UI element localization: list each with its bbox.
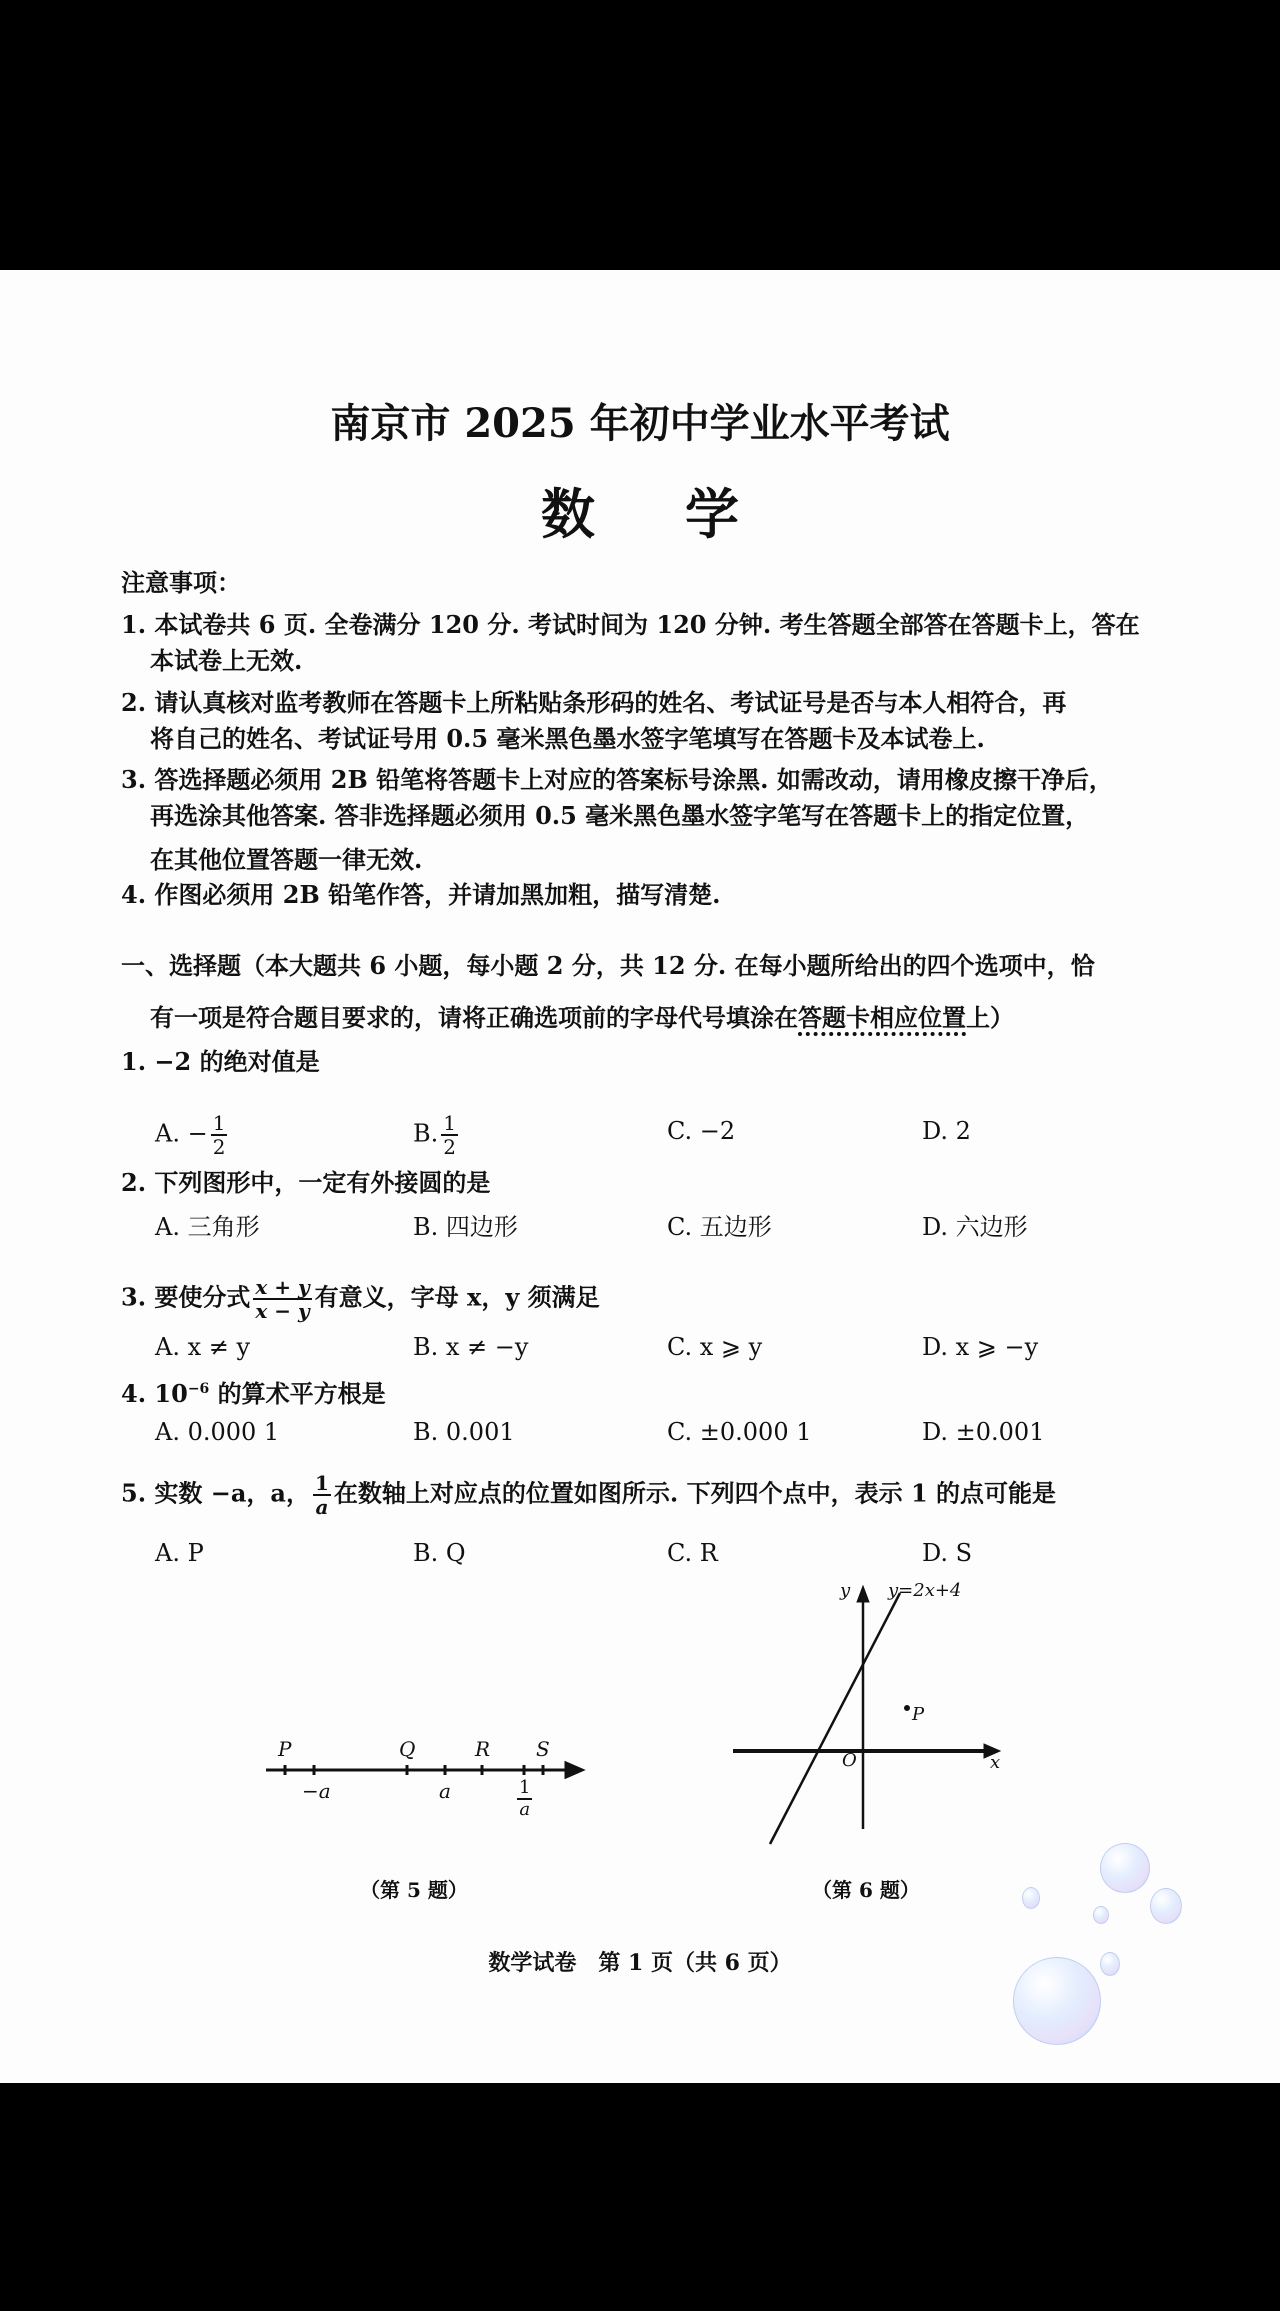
bubble-decoration bbox=[1150, 1888, 1182, 1924]
q4-option-c[interactable]: C. ±0.000 1 bbox=[667, 1418, 812, 1446]
q2-option-b[interactable]: B. 四边形 bbox=[413, 1213, 518, 1241]
q4-option-b[interactable]: B. 0.001 bbox=[413, 1418, 515, 1446]
denominator: a bbox=[315, 1495, 329, 1519]
section-text-end: 上） bbox=[966, 1003, 1014, 1032]
denominator: 2 bbox=[443, 1135, 456, 1159]
question-1-stem: 1. −2 的绝对值是 bbox=[121, 1047, 320, 1076]
exponent: −6 bbox=[187, 1381, 210, 1397]
point-p bbox=[905, 1706, 910, 1711]
numerator: x + y bbox=[255, 1275, 310, 1299]
q5-option-b[interactable]: B. Q bbox=[413, 1539, 466, 1567]
numerator: 1 bbox=[519, 1777, 531, 1798]
note-1-line-1: 1. 本试卷共 6 页. 全卷满分 120 分. 考试时间为 120 分钟. 考生答题全部答在答题卡上，答在 bbox=[121, 610, 1140, 639]
exam-title: 南京市 2025 年初中学业水平考试 bbox=[330, 400, 950, 447]
q4-option-d[interactable]: D. ±0.001 bbox=[922, 1418, 1045, 1446]
q2-option-a[interactable]: A. 三角形 bbox=[155, 1213, 260, 1241]
bubble-decoration bbox=[1022, 1887, 1040, 1909]
point-label-r: R bbox=[475, 1737, 491, 1761]
q1-option-d[interactable]: D. 2 bbox=[922, 1117, 971, 1145]
q4-option-a[interactable]: A. 0.000 1 bbox=[155, 1418, 280, 1446]
section-heading-line-1: 一、选择题（本大题共 6 小题，每小题 2 分，共 12 分. 在每小题所给出的四个选项中，恰 bbox=[121, 951, 1095, 980]
label-a: a bbox=[439, 1779, 451, 1803]
q5-option-d[interactable]: D. S bbox=[922, 1539, 973, 1567]
number-line bbox=[266, 1763, 582, 1777]
figure-5-caption: （第 5 题） bbox=[360, 1878, 468, 1902]
numerator: 1 bbox=[443, 1111, 456, 1135]
stem-text: 5. 实数 −a，a， bbox=[121, 1478, 310, 1508]
stem-text: 有意义，字母 x，y 须满足 bbox=[314, 1282, 600, 1312]
q2-option-d[interactable]: D. 六边形 bbox=[922, 1213, 1028, 1241]
page-footer: 数学试卷 第 1 页（共 6 页） bbox=[488, 1950, 792, 1976]
stem-text: 4. 10 bbox=[121, 1379, 188, 1408]
denominator: a bbox=[519, 1799, 531, 1820]
q3-option-b[interactable]: B. x ≠ −y bbox=[413, 1333, 529, 1361]
point-label-s: S bbox=[536, 1737, 550, 1761]
note-3-line-1: 3. 答选择题必须用 2B 铅笔将答题卡上对应的答案标号涂黑. 如需改动，请用橡皮擦干净后， bbox=[121, 765, 1113, 794]
coordinate-graph bbox=[733, 1586, 1000, 1844]
numerator: 1 bbox=[212, 1111, 226, 1135]
point-label-p: P bbox=[278, 1737, 292, 1761]
bubble-decoration bbox=[1013, 1957, 1101, 2045]
emphasized-text: 答题卡相应位置 bbox=[798, 1003, 966, 1036]
point-p-label: P bbox=[912, 1704, 925, 1725]
arrow-icon bbox=[566, 1763, 582, 1777]
notes-heading: 注意事项： bbox=[121, 568, 241, 597]
bubble-decoration bbox=[1100, 1952, 1120, 1976]
x-axis-label: x bbox=[990, 1752, 1001, 1773]
origin-label: O bbox=[842, 1750, 857, 1771]
stem-text: 的算术平方根是 bbox=[209, 1379, 386, 1408]
bubble-decoration bbox=[1100, 1843, 1150, 1893]
minus-sign: − bbox=[187, 1119, 208, 1148]
note-2-line-1: 2. 请认真核对监考教师在答题卡上所粘贴条形码的姓名、考试证号是否与本人相符合，再 bbox=[121, 688, 1067, 717]
q3-option-d[interactable]: D. x ⩾ −y bbox=[922, 1333, 1039, 1361]
stem-text: 在数轴上对应点的位置如图所示. 下列四个点中，表示 1 的点可能是 bbox=[333, 1478, 1057, 1508]
question-2-stem: 2. 下列图形中，一定有外接圆的是 bbox=[121, 1168, 491, 1197]
stem-text: 3. 要使分式 bbox=[121, 1282, 251, 1312]
denominator: 2 bbox=[212, 1135, 226, 1159]
q2-option-c[interactable]: C. 五边形 bbox=[667, 1213, 772, 1241]
note-1-line-2: 本试卷上无效. bbox=[150, 646, 303, 675]
point-label-q: Q bbox=[399, 1737, 416, 1761]
note-2-line-2: 将自己的姓名、考试证号用 0.5 毫米黑色墨水签字笔填写在答题卡及本试卷上. bbox=[150, 724, 985, 753]
label-recip-a bbox=[514, 1778, 535, 1820]
option-label: B. bbox=[413, 1119, 439, 1148]
q5-option-c[interactable]: C. R bbox=[667, 1539, 718, 1567]
q3-option-a[interactable]: A. x ≠ y bbox=[155, 1333, 251, 1361]
note-3-line-3: 在其他位置答题一律无效. bbox=[150, 845, 423, 874]
note-3-line-2: 再选涂其他答案. 答非选择题必须用 0.5 毫米黑色墨水签字笔写在答题卡上的指定位置， bbox=[150, 801, 1090, 830]
q5-option-a[interactable]: A. P bbox=[155, 1539, 204, 1567]
numerator: 1 bbox=[314, 1471, 329, 1495]
denominator: x − y bbox=[255, 1299, 310, 1323]
q3-option-c[interactable]: C. x ⩾ y bbox=[667, 1333, 763, 1361]
line-equation-label: y=2x+4 bbox=[888, 1580, 962, 1601]
bubble-decoration bbox=[1093, 1906, 1109, 1924]
y-axis-label: y bbox=[840, 1580, 851, 1601]
note-4: 4. 作图必须用 2B 铅笔作答，并请加黑加粗，描写清楚. bbox=[121, 880, 721, 909]
figure-6-caption: （第 6 题） bbox=[812, 1878, 920, 1902]
fraction bbox=[517, 1778, 532, 1820]
exam-subject: 数学 bbox=[541, 482, 829, 546]
option-label: A. bbox=[155, 1119, 180, 1148]
line-y-2x-4 bbox=[770, 1593, 900, 1844]
q1-option-c[interactable]: C. −2 bbox=[667, 1117, 736, 1145]
label-neg-a: −a bbox=[302, 1779, 331, 1803]
y-arrow-icon bbox=[857, 1586, 869, 1602]
section-text: 有一项是符合题目要求的，请将正确选项前的字母代号填涂在 bbox=[150, 1003, 798, 1032]
